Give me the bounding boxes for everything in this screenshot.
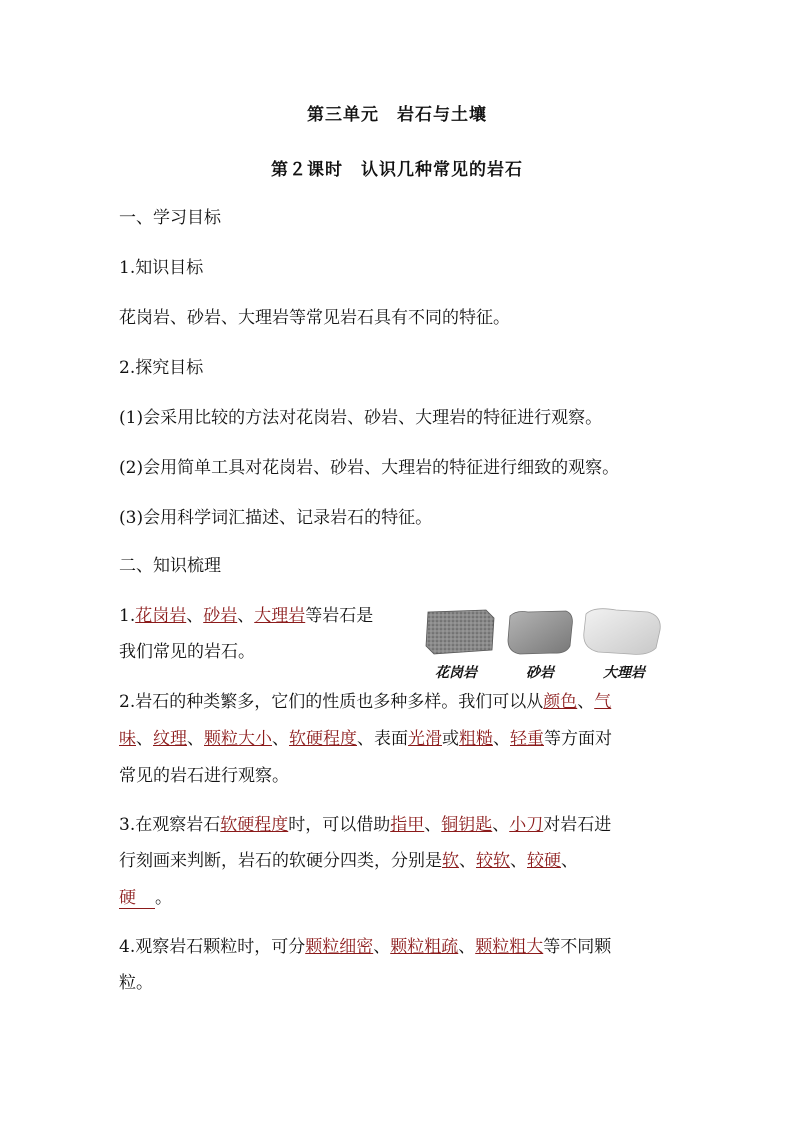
text: 等不同颗: [543, 937, 612, 957]
review-item-3-line-2: [119, 849, 578, 873]
caption-marble: 大理岩: [603, 665, 645, 681]
text: 、: [492, 815, 510, 835]
lesson-title: 第２课时 认识几种常见的岩石: [271, 160, 523, 180]
text: 、: [459, 851, 476, 871]
answer-weight: 轻重: [510, 729, 544, 749]
answer-marble: 大理岩: [254, 606, 306, 626]
answer-fingernail: 指甲: [390, 815, 425, 835]
caption-granite: 花岗岩: [435, 665, 477, 681]
text: 时，可以借助: [288, 815, 391, 835]
inquiry-item-3: (3)会用科学词汇描述、记录岩石的特征。: [119, 508, 433, 528]
text: 行刻画来判断，岩石的软硬分四类，分别是: [119, 851, 442, 871]
text: 、: [510, 851, 527, 871]
section-heading-review: 二、知识梳理: [119, 556, 221, 576]
rock-samples-figure: [420, 604, 670, 684]
knowledge-goal-heading: 1.知识目标: [119, 258, 204, 278]
text: 3.在观察岩石: [119, 815, 221, 835]
marble-rock-image: [584, 609, 660, 655]
text: 、: [272, 729, 289, 749]
text: 、: [561, 851, 578, 871]
text: 2.岩石的种类繁多，它们的性质也多种多样。我们可以从: [119, 692, 544, 712]
answer-smooth: 光滑: [408, 729, 442, 749]
inquiry-item-1: (1)会采用比较的方法对花岗岩、砂岩、大理岩的特征进行观察。: [119, 408, 603, 428]
answer-rough: 粗糙: [459, 729, 493, 749]
answer-knife: 小刀: [509, 815, 544, 835]
text: 、: [458, 937, 476, 957]
answer-smell-part-1: 气: [594, 692, 612, 712]
text: 等岩石是: [305, 606, 374, 626]
knowledge-goal-text: 花岗岩、砂岩、大理岩等常见岩石具有不同的特征。: [119, 308, 510, 328]
answer-color: 颜色: [543, 692, 578, 712]
answer-hardness: 软硬程度: [289, 729, 357, 749]
answer-softer: 较软: [476, 851, 510, 871]
text: 、: [187, 729, 204, 749]
inquiry-item-2: (2)会用简单工具对花岗岩、砂岩、大理岩的特征进行细致的观察。: [119, 458, 620, 478]
answer-copper-key: 铜钥匙: [441, 815, 493, 835]
answer-granite: 花岗岩: [135, 606, 187, 626]
text: 或: [442, 729, 459, 749]
answer-coarse-sparse-grain: 颗粒粗疏: [390, 937, 459, 957]
answer-texture: 纹理: [153, 729, 187, 749]
answer-soft: 软: [442, 851, 459, 871]
unit-title: 第三单元 岩石与土壤: [307, 105, 487, 125]
text: 、: [373, 937, 391, 957]
granite-rock-image: [426, 610, 494, 654]
text: 对岩石进: [543, 815, 612, 835]
text: 、: [237, 606, 255, 626]
review-item-2-line-1: [119, 690, 611, 714]
review-item-1-line-1: [119, 604, 373, 628]
text: 、: [577, 692, 595, 712]
section-heading-objectives: 一、学习目标: [119, 208, 221, 228]
review-item-2-line-2: [119, 727, 612, 751]
text: 等方面对: [544, 729, 612, 749]
answer-harder: 较硬: [527, 851, 561, 871]
text: 、表面: [357, 729, 408, 749]
caption-sandstone: 砂岩: [526, 665, 554, 681]
text: 、: [493, 729, 510, 749]
review-item-1-line-2: 我们常见的岩石。: [119, 642, 255, 662]
text: 、: [186, 606, 204, 626]
answer-sandstone: 砂岩: [203, 606, 238, 626]
review-item-4-line-1: [119, 935, 611, 959]
review-item-3-line-3: [119, 886, 172, 910]
answer-hard: 硬: [119, 888, 155, 909]
rock-images: [420, 604, 670, 660]
text: 4.观察岩石颗粒时，可分: [119, 937, 306, 957]
answer-grain-size: 颗粒大小: [204, 729, 272, 749]
text: 、: [136, 729, 153, 749]
text: 、: [424, 815, 442, 835]
text: 1.: [119, 606, 136, 626]
review-item-2-line-3: 常见的岩石进行观察。: [119, 766, 289, 786]
answer-large-grain: 颗粒粗大: [475, 937, 544, 957]
review-item-4-line-2: 粒。: [119, 973, 153, 993]
answer-hardness-level: 软硬程度: [220, 815, 289, 835]
answer-fine-grain: 颗粒细密: [305, 937, 374, 957]
text: 。: [155, 888, 172, 908]
answer-smell-part-2: 味: [119, 729, 136, 749]
review-item-3-line-1: [119, 813, 611, 837]
inquiry-goal-heading: 2.探究目标: [119, 358, 204, 378]
sandstone-rock-image: [508, 611, 572, 654]
